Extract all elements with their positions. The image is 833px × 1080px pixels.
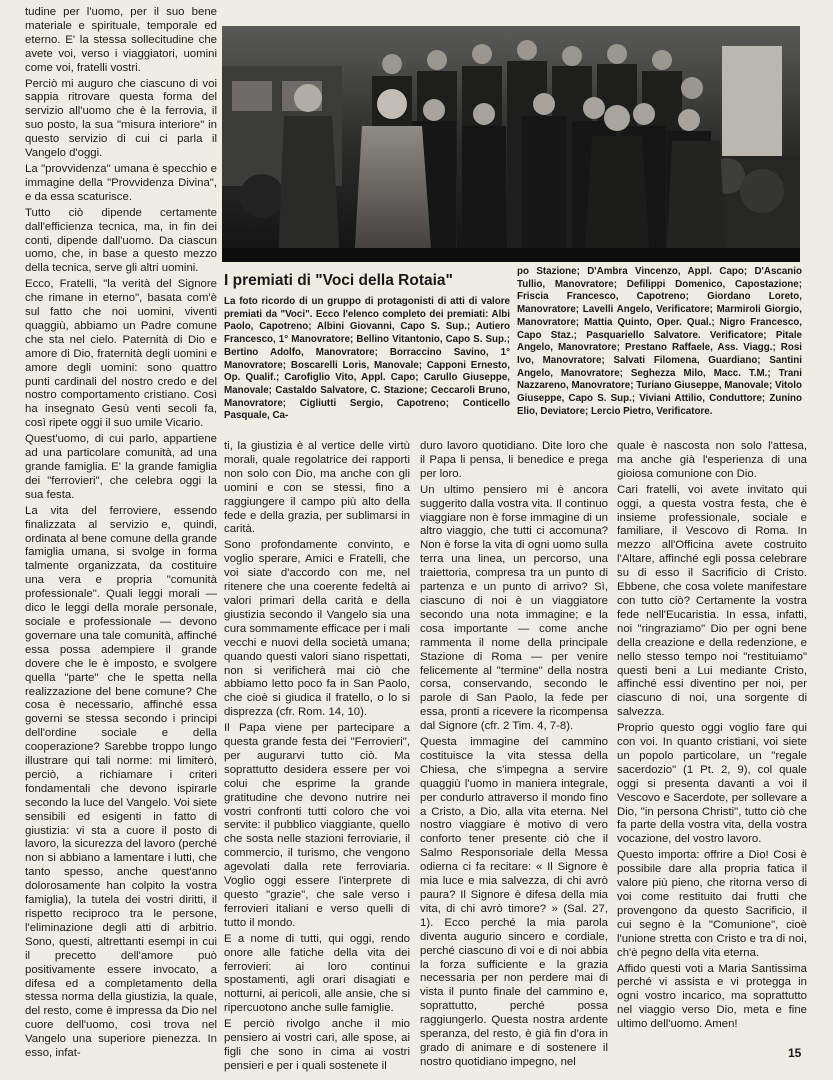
paragraph: Questa immagine del cammino costituisce la vita stessa della Chiesa, che s'impegna a servire quaggiù l'uomo in maniera integrale, per condurlo attraverso il mondo fino a Cristo, a Dio, alla vita eterna. Nel nostro viaggiare è motivo di vero conforto tener presente ciò che il Salmo Responsoriale della Messa odierna ci fa recitare: « Il Signore è mia luce e mia salvezza, di chi avrò paura? Il Signore è difesa della mia vita, di chi avrò timore? » (Sal. 27, 1). Ecco perché la mia parola diventa augurio sincero e cordiale, perché ciascuno di voi e di noi abbia la forza sufficiente e la grazia necessaria per non perdere mai di vista il punto finale del cammino e, soprattutto, perché possa raggiungerlo. Questa nostra ardente speranza, del resto, è già fin d'ora in grado di animare e di sostenere il nostro quotidiano impegno, nel xyxy=(420,736,608,1068)
paragraph: Sono profondamente convinto, e voglio sperare, Amici e Fratelli, che voi siate d'accordo con me, nel ritenere che una coerente fedeltà ai valori primari della carità e della giustizia secondo il Vangelo sia una cura sommamente efficace per i mali vecchi e nuovi della società umana; quando questi valori siano rispettati, non si verificherà mai ciò che abbiamo letto poco fa in San Paolo, che cioè si giudica il fratello, o lo si disprezza (cfr. Rom. 14, 10). xyxy=(224,539,410,719)
feature-headline: I premiati di "Voci della Rotaia" xyxy=(224,272,453,289)
page-number: 15 xyxy=(788,1046,802,1060)
group-photo xyxy=(222,26,800,262)
paragraph: Un ultimo pensiero mi è ancora suggerito dalla vostra vita. Il continuo viaggiare non è forse immagine di un altro viaggio, che tutti ci accomuna? Non è forse la vita di ogni uomo sulla terra una linea, un percorso, una traiettoria, compresa tra un punto di partenza e un punto di arrivo? Sì, ciascuno di noi è un viaggiatore secondo una nota immagine; e la cosa importante — come anche rammenta il nome della principale Stazione di Roma — per venire felicemente al "termine" della nostra corsa, conservando, secondo le parole di San Paolo, la fede per essa, pronti a ricevere la ricompensa dal Signore (cfr. 2 Tim. 4, 7-8). xyxy=(420,483,608,733)
paragraph: La "provvidenza" umana è specchio e immagine della "Provvidenza Divina", e da essa scaturisce. xyxy=(25,162,217,203)
paragraph: Proprio questo oggi voglio fare qui con voi. In quanto cristiani, voi siete un popolo particolare, un "regale sacerdozio" (1 Pt. 2, 9), col quale oggi si presenta davanti a voi il Vescovo e Sacerdote, per sollevare a Dio, "in persona Christi", tutto ciò che fa parte della vostra vita, della vostra vocazione, del vostro lavoro. xyxy=(617,722,807,846)
paragraph: Tutto ciò dipende certamente dall'efficienza tecnica, ma, in fin dei conti, dipende dall'uomo. Da ciascun uomo, che, in base a questo mezzo della tecnica, serve gli altri uomini. xyxy=(25,206,217,275)
paragraph: La vita del ferroviere, essendo finalizzata al servizio e, quindi, ordinata al bene comune della grande famiglia umana, si svolge in forma talmente organizzata, da costituire una vera e propria "comunità professionale". Quali leggi morali — dico le leggi della morale personale, sociale e professionale — devono governare una tale comunità, affinché essa possa adempiere il grande dovere che le è imposto, e svolgere quella "parte" che le spetta nella realizzazione del bene comune? Che cosa è necessario, affinché essa governi se stessa secondo i principi dell'ordine sociale e della cooperazione? Sarebbe troppo lungo illustrare qui tali norme: mi limiterò, perciò, a richiamare i criteri fondamentali che devono ispirarle secondo la luce del Vangelo. Voi siete sensibili ed esigenti in fatto di giustizia: vi sta a cuore il posto di lavoro, la sicurezza del lavoro (perché non si abbiano a lamentare i lutti, che tanto spesso, anche quest'anno dolorosamente han colpito la vostra famiglia), la tutela dei vostri diritti, il rispetto reciproco tra le persone, l'eliminazione degli atti di arbitrio. Sono, questi, altrettanti esempi in cui il precetto dell'amore può positivamente essere invocato, a difesa ed a completamento della stessa norma della giustizia, la quale, del resto, come è impressa da Dio nel cuore dell'uomo, così trova nel Vangelo una superiore pienezza. In esso, infat- xyxy=(25,504,217,1060)
paragraph: Cari fratelli, voi avete invitato qui oggi, a questa vostra festa, che è insieme professionale, sociale e familiare, il Vescovo di Roma. In mezzo all'Officina avete costruito l'Altare, affinché egli possa celebrare su di esso il Sacrificio di Cristo. Ebbene, che cosa volete manifestare con tutto ciò? Certamente la vostra fede nell'Eucaristia. In essa, infatti, noi "ringraziamo" Dio per ogni bene della creazione e della redenzione, e nello stesso tempo noi "restituiamo" questi beni a Lui mediante Cristo, affinché essi diventino per noi, per ciascuno di noi, una sorgente di salvezza. xyxy=(617,483,807,719)
paragraph: Affido questi voti a Maria Santissima perché vi assista e vi protegga in ogni vostro incarico, ma soprattutto nel viaggio verso Dio, meta e fine ultimo dell'uomo. Amen! xyxy=(617,962,807,1031)
article-column-4 xyxy=(617,440,807,1055)
photo-caption-right: po Stazione; D'Ambra Vincenzo, Appl. Capo; D'Ascanio Tullio, Manovratore; Defilippi Domenico, Capostazione; Friscia Francesco, Capotreno; Giordano Loreto, Manovratore; Lavelli Angelo, Verificatore; Marmiroli Giorgio, Manovratore; Mattia Quinto, Oper. Qual.; Nigro Francesco, Capo Staz.; Pasquariello Salvatore. Verificatore; Pitale Angelo, Manovratore; Prestano Raffaele, Ass. Viagg.; Rosi Ivo, Manovratore; Salvati Filomena, Guardiano; Santini Angelo, Manovratore; Seghezza Milo, Macc. T.M.; Trani Nazzareno, Manovratore; Turiano Giuseppe, Manovale; Vitolo Giuseppe, Capo S. Sup.; Viviani Attilio, Conduttore; Zunino Elio, Deviatore; Lercio Pietro, Verificatore. xyxy=(517,266,802,417)
paragraph: duro lavoro quotidiano. Dite loro che il Papa li pensa, li benedice e prega per loro. xyxy=(420,440,608,480)
paragraph: Questo importa: offrire a Dio! Cosi è possibile dare alla propria fatica il valore più pieno, che ritorna verso di voi come restituito dai frutti che provengono da questo Sacrificio, il cui segno è la "Comunione", cioè l'unione stretta con Cristo e tra di noi, ch'è pegno della vita eterna. xyxy=(617,849,807,959)
paragraph: Quest'uomo, di cui parlo, appartiene ad una particolare comunità, ad una grande famiglia. E' la grande famiglia dei "ferrovieri", che celebra oggi la sua festa. xyxy=(25,433,217,501)
paragraph: ti, la giustizia è al vertice delle virtù morali, quale regolatrice dei rapporti non solo con Dio, ma anche con gli uomini e con se stessi, fino a raggiungere il campo più alto della fede e della grazia, per sublimarsi in carità. xyxy=(224,440,410,536)
paragraph: Il Papa viene per partecipare a questa grande festa dei "Ferrovieri", per augurarvi tutto ciò. Ma soprattutto desidera essere per voi colui che esprime la grande gratitudine che devono nutrire nei vostri confronti tutti coloro che voi servite: il pubblico viaggiante, quello che sosta nelle stazioni ferroviarie, il commercio, il turismo, che vengono agevolati dalla rete ferroviaria. Voglio oggi essere l'interprete di questo "grazie", che sale verso i ferrovieri italiani e verso quelli di tutto il mondo. xyxy=(224,722,410,929)
article-column-2 xyxy=(224,440,410,1072)
photo-caption-left: La foto ricordo di un gruppo di protagonisti di atti di valore premiati da "Voci". Ecco l'elenco completo dei premiati: Albi Paolo, Capotreno; Albini Giovanni, Capo S. Sup.; Autiero Francesco, 1° Manovratore; Bellino Vitantonio, Capo S. Sup.; Bertino Adolfo, Manovratore; Borraccino Savino, 1° Manovratore; Boscarelli Loris, Manovale; Capponi Ernesto, Op. Qualif.; Carofiglio Vito, Appl. Capo; Carullo Giuseppe, Manovale; Castaldo Salvatore, C. Stazione; Ceccaroli Bruno, Manovratore; Cigliutti Sergio, Capotreno; Conticello Pasquale, Ca- xyxy=(224,296,510,422)
group-photo-illustration xyxy=(222,26,800,262)
paragraph: tudine per l'uomo, per il suo bene materiale e spirituale, temporale ed eterno. E' la stessa sollecitudine che avete voi, verso i viaggiatori, uomini come voi, fratelli vostri. xyxy=(25,6,217,74)
article-column-1 xyxy=(25,6,217,1060)
paragraph: E a nome di tutti, qui oggi, rendo onore alle fatiche della vita dei ferrovieri: ai loro continui spostamenti, agli orari disagiati e notturni, ai pericoli, alle ansie, che si ripercuotono anche sulle famiglie. xyxy=(224,932,410,1015)
paragraph: Ecco, Fratelli, "la verità del Signore che rimane in eterno", basata com'è sul fatto che noi uomini, viventi quaggiù, abbiamo un Padre comune che sta nel cielo. Paternità di Dio e amore di Dio, fraternità degli uomini e amore degli uomini: sono quattro punti cardinali del nostro credo e del nostro comportamento cristiano. Così ha insegnato Gesù venti secoli fa, così ripete oggi il suo umile Vicario. xyxy=(25,278,217,430)
article-column-3 xyxy=(420,440,608,1068)
paragraph: E perciò rivolgo anche il mio pensiero ai vostri cari, alle spose, ai figli che sono in cima ai vostri pensieri e per i quali sostenete il xyxy=(224,1018,410,1072)
paragraph: quale è nascosta non solo l'attesa, ma anche già l'esperienza di una gioiosa comunione con Dio. xyxy=(617,440,807,480)
paragraph: Perciò mi auguro che ciascuno di voi sappia ritrovare questa forma del servizio all'uomo che è la ferrovia, il suo posto, la sua "misura interiore" in questo servizio di cui ci parla il Vangelo d'oggi. xyxy=(25,77,217,160)
